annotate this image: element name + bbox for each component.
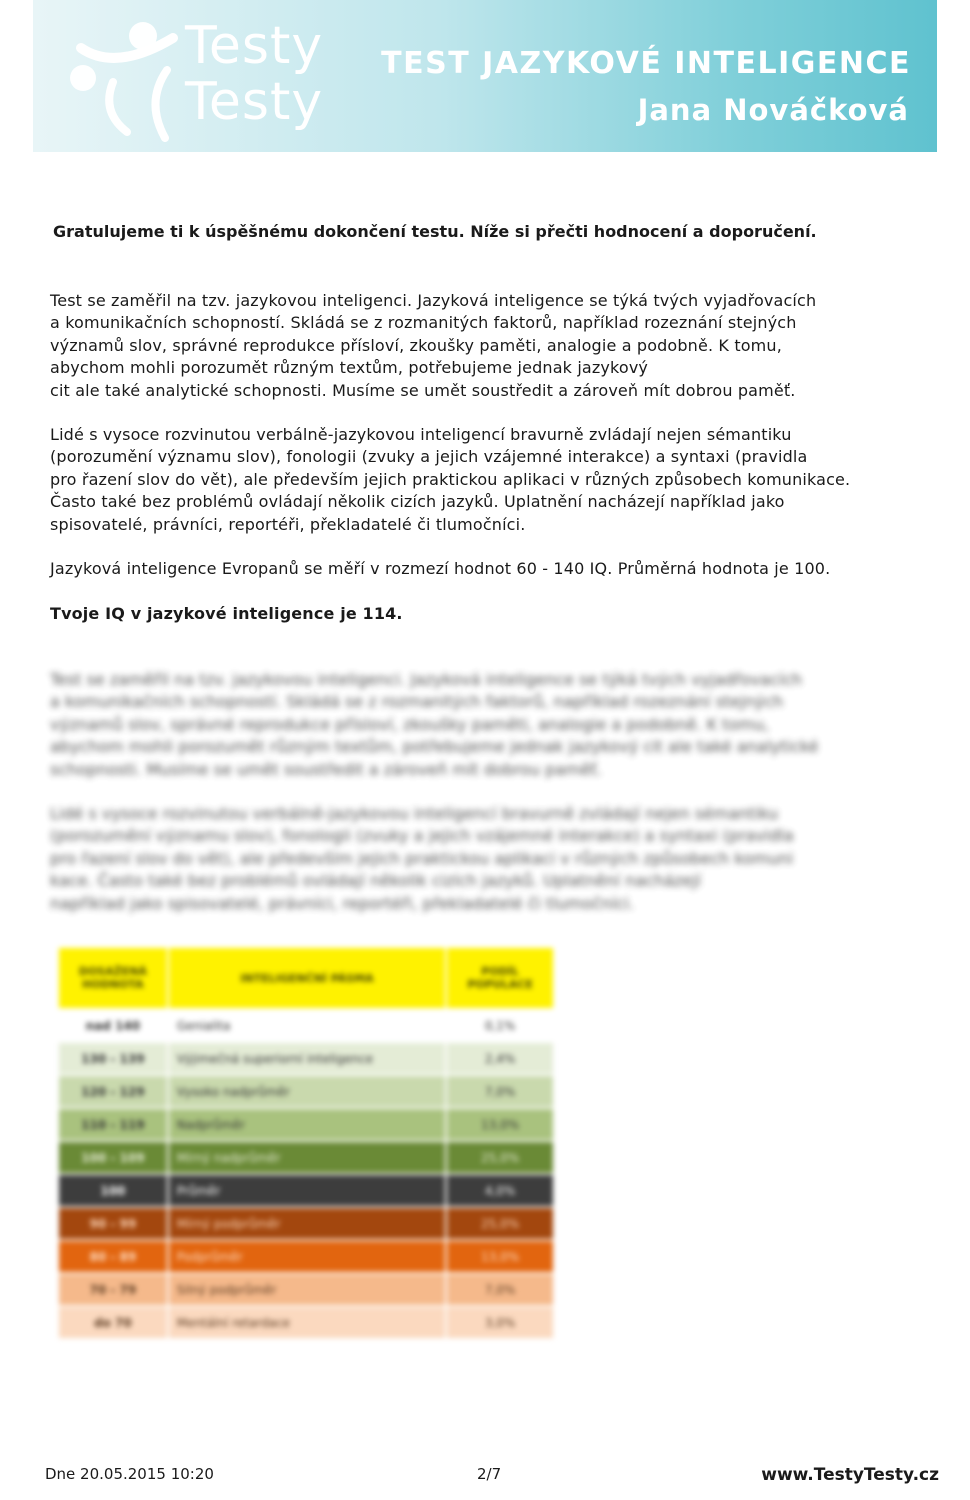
table-cell-value: 120 - 129 (58, 1075, 168, 1108)
table-cell-band: Genialita (168, 1009, 446, 1042)
table-cell-value: nad 140 (58, 1009, 168, 1042)
iq-result (50, 603, 930, 625)
table-cell-share: 3,0% (446, 1306, 554, 1339)
table-cell-value: 80 - 89 (58, 1240, 168, 1273)
paragraph-line: Test se zaměřil na tzv. jazykovou inteligenci. Jazyková inteligence se týká tvých vyjadřovacích (50, 291, 817, 310)
table-row (58, 1306, 554, 1339)
table-row (58, 1042, 554, 1075)
table-row (58, 1174, 554, 1207)
table-cell-band: Mírný podprůměr (168, 1207, 446, 1240)
table-cell-value: 130 - 139 (58, 1042, 168, 1075)
paragraph-line: Často také bez problémů ovládají několik cizích jazyků. Uplatnění nacházejí například jako (50, 492, 785, 512)
table-cell-share: 13,0% (446, 1108, 554, 1141)
table-row (58, 1207, 554, 1240)
table-cell-band: Silný podprůměr (168, 1273, 446, 1306)
blurred-paragraph-2 (50, 803, 910, 915)
table-row (58, 1141, 554, 1174)
table-cell-value: 100 - 109 (58, 1141, 168, 1174)
table-cell-share: 7,0% (446, 1273, 554, 1306)
paragraph-line: a komunikačních schopností. Skládá se z rozmanitých faktorů, například rozeznání stejných (50, 313, 797, 333)
footer-website-link[interactable]: www.TestyTesty.cz (761, 1465, 939, 1485)
table-cell-share: 13,0% (446, 1240, 554, 1273)
table-header-value: DOSAŽENÁ HODNOTA (58, 947, 168, 1009)
paragraph-line: spisovatelé, právníci, reportéři, překladatelé či tlumočníci. (50, 514, 526, 534)
test-title: TEST JAZYKOVÉ INTELIGENCE (381, 46, 911, 81)
intro-text: Gratulujeme ti k úspěšnému dokončení testu. Níže si přečti hodnocení a doporučení. (53, 222, 817, 241)
table-cell-band: Mírný nadprůměr (168, 1141, 446, 1174)
paragraph-line: Lidé s vysoce rozvinutou verbálně-jazykovou inteligencí bravurně zvládají nejen sémantiku (50, 425, 792, 444)
table-header-row (58, 947, 554, 1009)
table-header-band: INTELIGENČNÍ PÁSMA (168, 947, 446, 1009)
logo-wordmark (185, 18, 323, 130)
blurred-line: Test se zaměřil na tzv. jazykovou inteligenci. Jazyková inteligence se týká tvých vyjadřovacích (50, 670, 803, 689)
blurred-line: schopnosti. Musíme se umět soustředit a zároveň mít dobrou paměť. (50, 759, 602, 779)
table-cell-band: Nadprůměr (168, 1108, 446, 1141)
page-header (33, 0, 937, 152)
table-row (58, 1075, 554, 1108)
table-cell-value: do 70 (58, 1306, 168, 1339)
paragraph-line: Jazyková inteligence Evropanů se měří v rozmezí hodnot 60 - 140 IQ. Průměrná hodnota je 100. (50, 559, 831, 578)
table-cell-share: 25,0% (446, 1207, 554, 1240)
blurred-line: například jako spisovatelé, právníci, reportéři, překladatelé či tlumočníci. (50, 893, 634, 913)
blurred-line: Lidé s vysoce rozvinutou verbálně-jazykovou inteligencí bravurně zvládají nejen sémantiku (50, 804, 779, 823)
table-cell-share: 4,0% (446, 1174, 554, 1207)
iq-bands-table (57, 946, 555, 1340)
table-cell-share: 2,4% (446, 1042, 554, 1075)
table-cell-value: 100 (58, 1174, 168, 1207)
table-cell-value: 110 - 119 (58, 1108, 168, 1141)
table-row (58, 1240, 554, 1273)
table-row (58, 1009, 554, 1042)
table-cell-band: Podprůměr (168, 1240, 446, 1273)
blurred-paragraph-1 (50, 669, 910, 781)
logo-line-1: Testy (185, 16, 324, 76)
paragraph-1 (50, 290, 930, 402)
paragraph-line: významů slov, správné reprodukce přísloví, zkoušky paměti, analogie a podobně. K tomu, (50, 335, 782, 355)
paragraph-3 (50, 558, 930, 580)
paragraph-line: pro řazení slov do vět), ale především jejich praktickou aplikaci v různých způsobech komunikace. (50, 469, 851, 489)
page-number: 2/7 (477, 1465, 502, 1483)
blurred-line: abychom mohli porozumět různým textům, potřebujeme jednak jazykový cit ale také analytické (50, 737, 819, 757)
logo-icon (61, 12, 191, 142)
table-cell-band: Průměr (168, 1174, 446, 1207)
blurred-line: a komunikačních schopností. Skládá se z rozmanitých faktorů, například rozeznání stejných (50, 692, 784, 712)
person-name: Jana Nováčková (637, 93, 909, 127)
footer-date: Dne 20.05.2015 10:20 (45, 1465, 214, 1483)
table-cell-band: Výjimečná superiorní inteligence (168, 1042, 446, 1075)
table-cell-share: 25,0% (446, 1141, 554, 1174)
paragraph-line: (porozumění významu slov), fonologii (zvuky a jejich vzájemné interakce) a syntaxi (pravidla (50, 447, 808, 467)
blurred-line: pro řazení slov do vět), ale především jejich praktickou aplikaci v různých způsobech komuni (50, 848, 794, 868)
table-row (58, 1273, 554, 1306)
table-cell-share: 0,1% (446, 1009, 554, 1042)
blurred-line: (porozumění významu slov), fonologii (zvuky a jejich vzájemné interakce) a syntaxi (pravidla (50, 826, 794, 846)
table-row (58, 1108, 554, 1141)
paragraph-2 (50, 424, 930, 536)
table-cell-share: 7,0% (446, 1075, 554, 1108)
table-cell-band: Vysoko nadprůměr (168, 1075, 446, 1108)
table-cell-value: 70 - 79 (58, 1273, 168, 1306)
logo-line-2: Testy (185, 72, 324, 132)
table-header-share: PODÍL POPULACE (446, 947, 554, 1009)
blurred-line: kace. Často také bez problémů ovládají několik cizích jazyků. Uplatnění nacházejí (50, 871, 702, 891)
iq-result-text: Tvoje IQ v jazykové inteligence je 114. (50, 604, 403, 623)
table-cell-value: 90 - 99 (58, 1207, 168, 1240)
table-cell-band: Mentální retardace (168, 1306, 446, 1339)
blurred-line: významů slov, správné reprodukce přísloví, zkoušky paměti, analogie a podobně. K tomu, (50, 714, 770, 734)
paragraph-line: abychom mohli porozumět různým textům, potřebujeme jednak jazykový (50, 358, 649, 378)
paragraph-line: cit ale také analytické schopnosti. Musíme se umět soustředit a zároveň mít dobrou paměť. (50, 380, 796, 400)
